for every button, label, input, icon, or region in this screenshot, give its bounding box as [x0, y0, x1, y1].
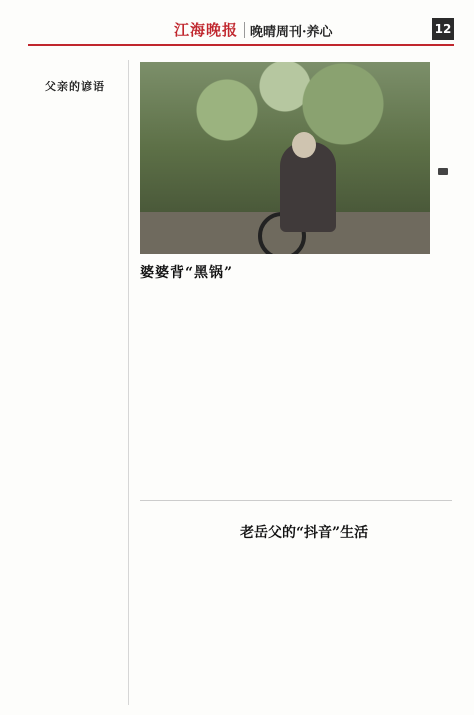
header-separator	[244, 22, 245, 38]
column-divider	[128, 60, 129, 705]
main-article-title: 婆婆背“黑锅”	[140, 265, 234, 281]
photo-caption	[437, 180, 451, 186]
photo-elderly-rider	[140, 62, 430, 254]
left-article	[28, 64, 122, 704]
section-name: 晚晴周刊·养心	[250, 25, 333, 40]
article-divider	[140, 500, 452, 501]
paper-name: 江海晚报	[174, 21, 239, 39]
photo-rider-head	[292, 132, 316, 158]
page-number: 12	[432, 18, 454, 40]
bottom-article-title: 老岳父的“抖音”生活	[240, 525, 369, 541]
header-rule	[28, 44, 454, 46]
masthead	[0, 0, 474, 52]
camera-icon	[438, 168, 448, 175]
left-article-title: 父亲的谚语	[45, 80, 105, 93]
